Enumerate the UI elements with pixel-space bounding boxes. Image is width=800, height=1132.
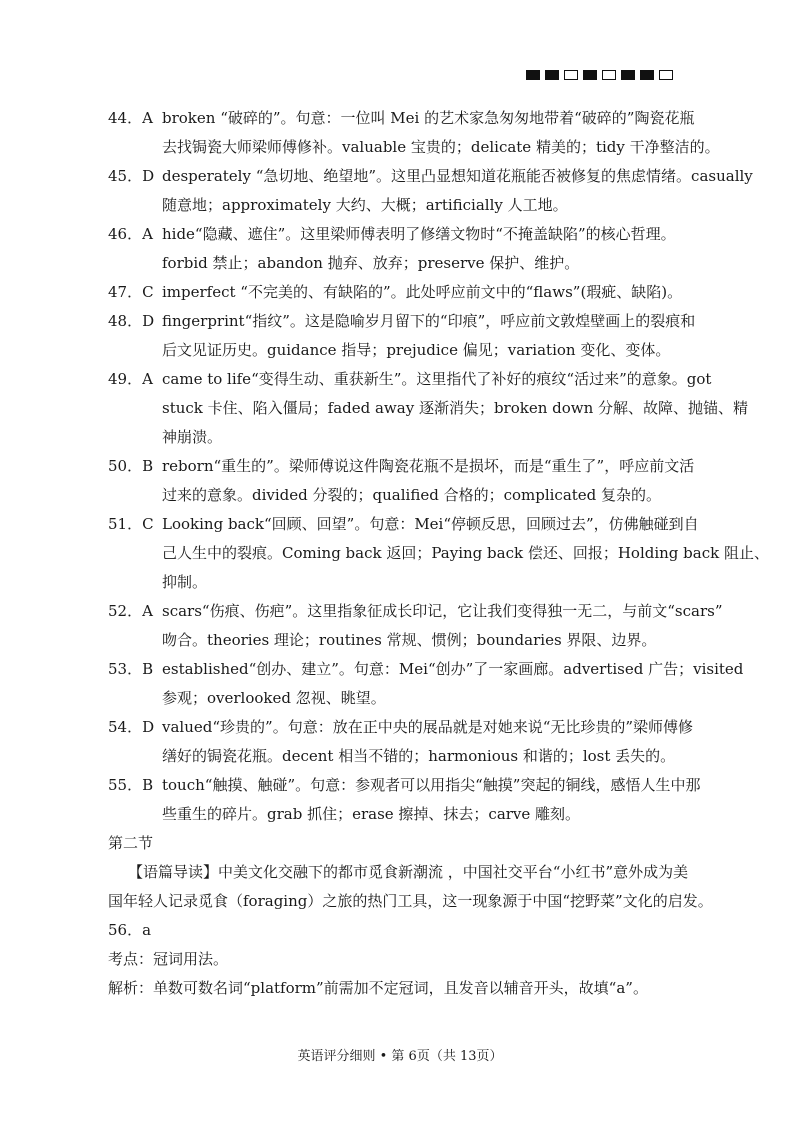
answer-number: 44．A bbox=[108, 109, 153, 127]
answer-item bbox=[108, 655, 744, 713]
answer-line: established“创办、建立”。句意：Mei“创办”了一家画廊。advertised 广告；visited bbox=[162, 660, 744, 678]
answer-line: hide“隐藏、遮住”。这里梁师傅表明了修缮文物时“不掩盖缺陷”的核心哲理。 bbox=[162, 225, 676, 243]
guide-line: 【语篇导读】中美文化交融下的都市觅食新潮流 ，中国社交平台“小红书”意外成为美 bbox=[128, 863, 689, 881]
header-mark bbox=[545, 70, 559, 80]
header-mark bbox=[602, 70, 616, 80]
answer-number: 52．A bbox=[108, 602, 153, 620]
answer-line: scars“伤痕、伤疤”。这里指象征成长印记，它让我们变得独一无二，与前文“scars” bbox=[162, 602, 723, 620]
answer-line: 些重生的碎片。grab 抓住；erase 擦掉、抹去；carve 雕刻。 bbox=[162, 805, 581, 823]
answer-line: 抑制。 bbox=[162, 573, 208, 591]
header-marks bbox=[526, 70, 673, 80]
answer-line: stuck 卡住、陷入僵局；faded away 逐渐消失；broken down 分解、故障、抛锚、精 bbox=[162, 399, 749, 417]
answer-line: 去找锔瓷大师梁师傅修补。valuable 宝贵的；delicate 精美的；tidy 干净整洁的。 bbox=[162, 138, 720, 156]
guide-line: 国年轻人记录觅食（foraging）之旅的热门工具，这一现象源于中国“挖野菜”文化的启发。 bbox=[108, 892, 713, 910]
answer-item bbox=[108, 104, 720, 162]
answer-line: 缮好的锔瓷花瓶。decent 相当不错的；harmonious 和谐的；lost 丢失的。 bbox=[162, 747, 676, 765]
answer-line: reborn“重生的”。梁师傅说这件陶瓷花瓶不是损坏，而是“重生了”，呼应前文活 bbox=[162, 457, 695, 475]
answer-line: valued“珍贵的”。句意：放在正中央的展品就是对她来说“无比珍贵的”梁师傅修 bbox=[162, 718, 694, 736]
answer-line: broken “破碎的”。句意：一位叫 Mei 的艺术家急匆匆地带着“破碎的”陶瓷花瓶 bbox=[162, 109, 695, 127]
answer-line: Looking back“回顾、回望”。句意：Mei“停顿反思，回顾过去”，仿佛触碰到自 bbox=[162, 515, 699, 533]
answer-line: 后文见证历史。guidance 指导；prejudice 偏见；variation 变化、变体。 bbox=[162, 341, 671, 359]
header-mark bbox=[526, 70, 540, 80]
answer-number: 46．A bbox=[108, 225, 153, 243]
answer-item bbox=[108, 162, 753, 220]
page-footer: 英语评分细则 • 第 6页（共 13页） bbox=[297, 1049, 503, 1064]
answer-line: came to life“变得生动、重获新生”。这里指代了补好的痕纹“活过来”的意象。got bbox=[162, 370, 712, 388]
answer-line: touch“触摸、触碰”。句意：参观者可以用指尖“触摸”突起的铜线，感悟人生中那 bbox=[162, 776, 701, 794]
answer-number: 53．B bbox=[108, 660, 154, 678]
answer-item bbox=[108, 278, 700, 307]
header-mark bbox=[659, 70, 673, 80]
answer-item bbox=[108, 220, 700, 278]
section-title: 第二节 bbox=[108, 834, 154, 852]
answer-line: 己人生中的裂痕。Coming back 返回；Paying back 偿还、回报；Holding back 阻止、 bbox=[162, 544, 769, 562]
header-mark bbox=[621, 70, 635, 80]
answer-item bbox=[108, 771, 700, 829]
answer-line: 随意地；approximately 大约、大概；artificially 人工地。 bbox=[162, 196, 568, 214]
answer-item bbox=[108, 452, 700, 510]
answer-number: 55．B bbox=[108, 776, 154, 794]
answer-item bbox=[108, 713, 700, 771]
answer-number: 47．C bbox=[108, 283, 154, 301]
jiexi-line: 解析：单数可数名词“platform”前需加不定冠词，且发音以辅音开头，故填“a”。 bbox=[108, 979, 648, 997]
header-mark bbox=[564, 70, 578, 80]
header-mark bbox=[583, 70, 597, 80]
answer-item bbox=[108, 510, 769, 597]
answer-number: 51．C bbox=[108, 515, 154, 533]
answer-item bbox=[108, 597, 723, 655]
answer-line: desperately “急切地、绝望地”。这里凸显想知道花瓶能否被修复的焦虑情绪。casually bbox=[162, 167, 753, 185]
answer-line: 过来的意象。divided 分裂的；qualified 合格的；complicated 复杂的。 bbox=[162, 486, 662, 504]
answer-line: 参观；overlooked 忽视、眺望。 bbox=[162, 689, 386, 707]
answer-line: fingerprint“指纹”。这是隐喻岁月留下的“印痕”，呼应前文敦煌壁画上的裂痕和 bbox=[162, 312, 696, 330]
answer-line: 神崩溃。 bbox=[162, 428, 223, 446]
answer-content bbox=[108, 104, 769, 1003]
answer-item bbox=[108, 307, 700, 365]
kaodian-line: 考点：冠词用法。 bbox=[108, 950, 229, 968]
answer-56-line: 56．a bbox=[108, 921, 152, 939]
answer-item bbox=[108, 365, 749, 452]
answer-line: 吻合。theories 理论；routines 常规、惯例；boundaries 界限、边界。 bbox=[162, 631, 657, 649]
answer-number: 50．B bbox=[108, 457, 154, 475]
answer-line: imperfect “不完美的、有缺陷的”。此处呼应前文中的“flaws”(瑕疵、缺陷)。 bbox=[162, 283, 683, 301]
answer-number: 45．D bbox=[108, 167, 155, 185]
answer-number: 54．D bbox=[108, 718, 155, 736]
answer-number: 48．D bbox=[108, 312, 155, 330]
answer-line: forbid 禁止；abandon 抛弃、放弃；preserve 保护、维护。 bbox=[162, 254, 580, 272]
answer-number: 49．A bbox=[108, 370, 153, 388]
header-mark bbox=[640, 70, 654, 80]
